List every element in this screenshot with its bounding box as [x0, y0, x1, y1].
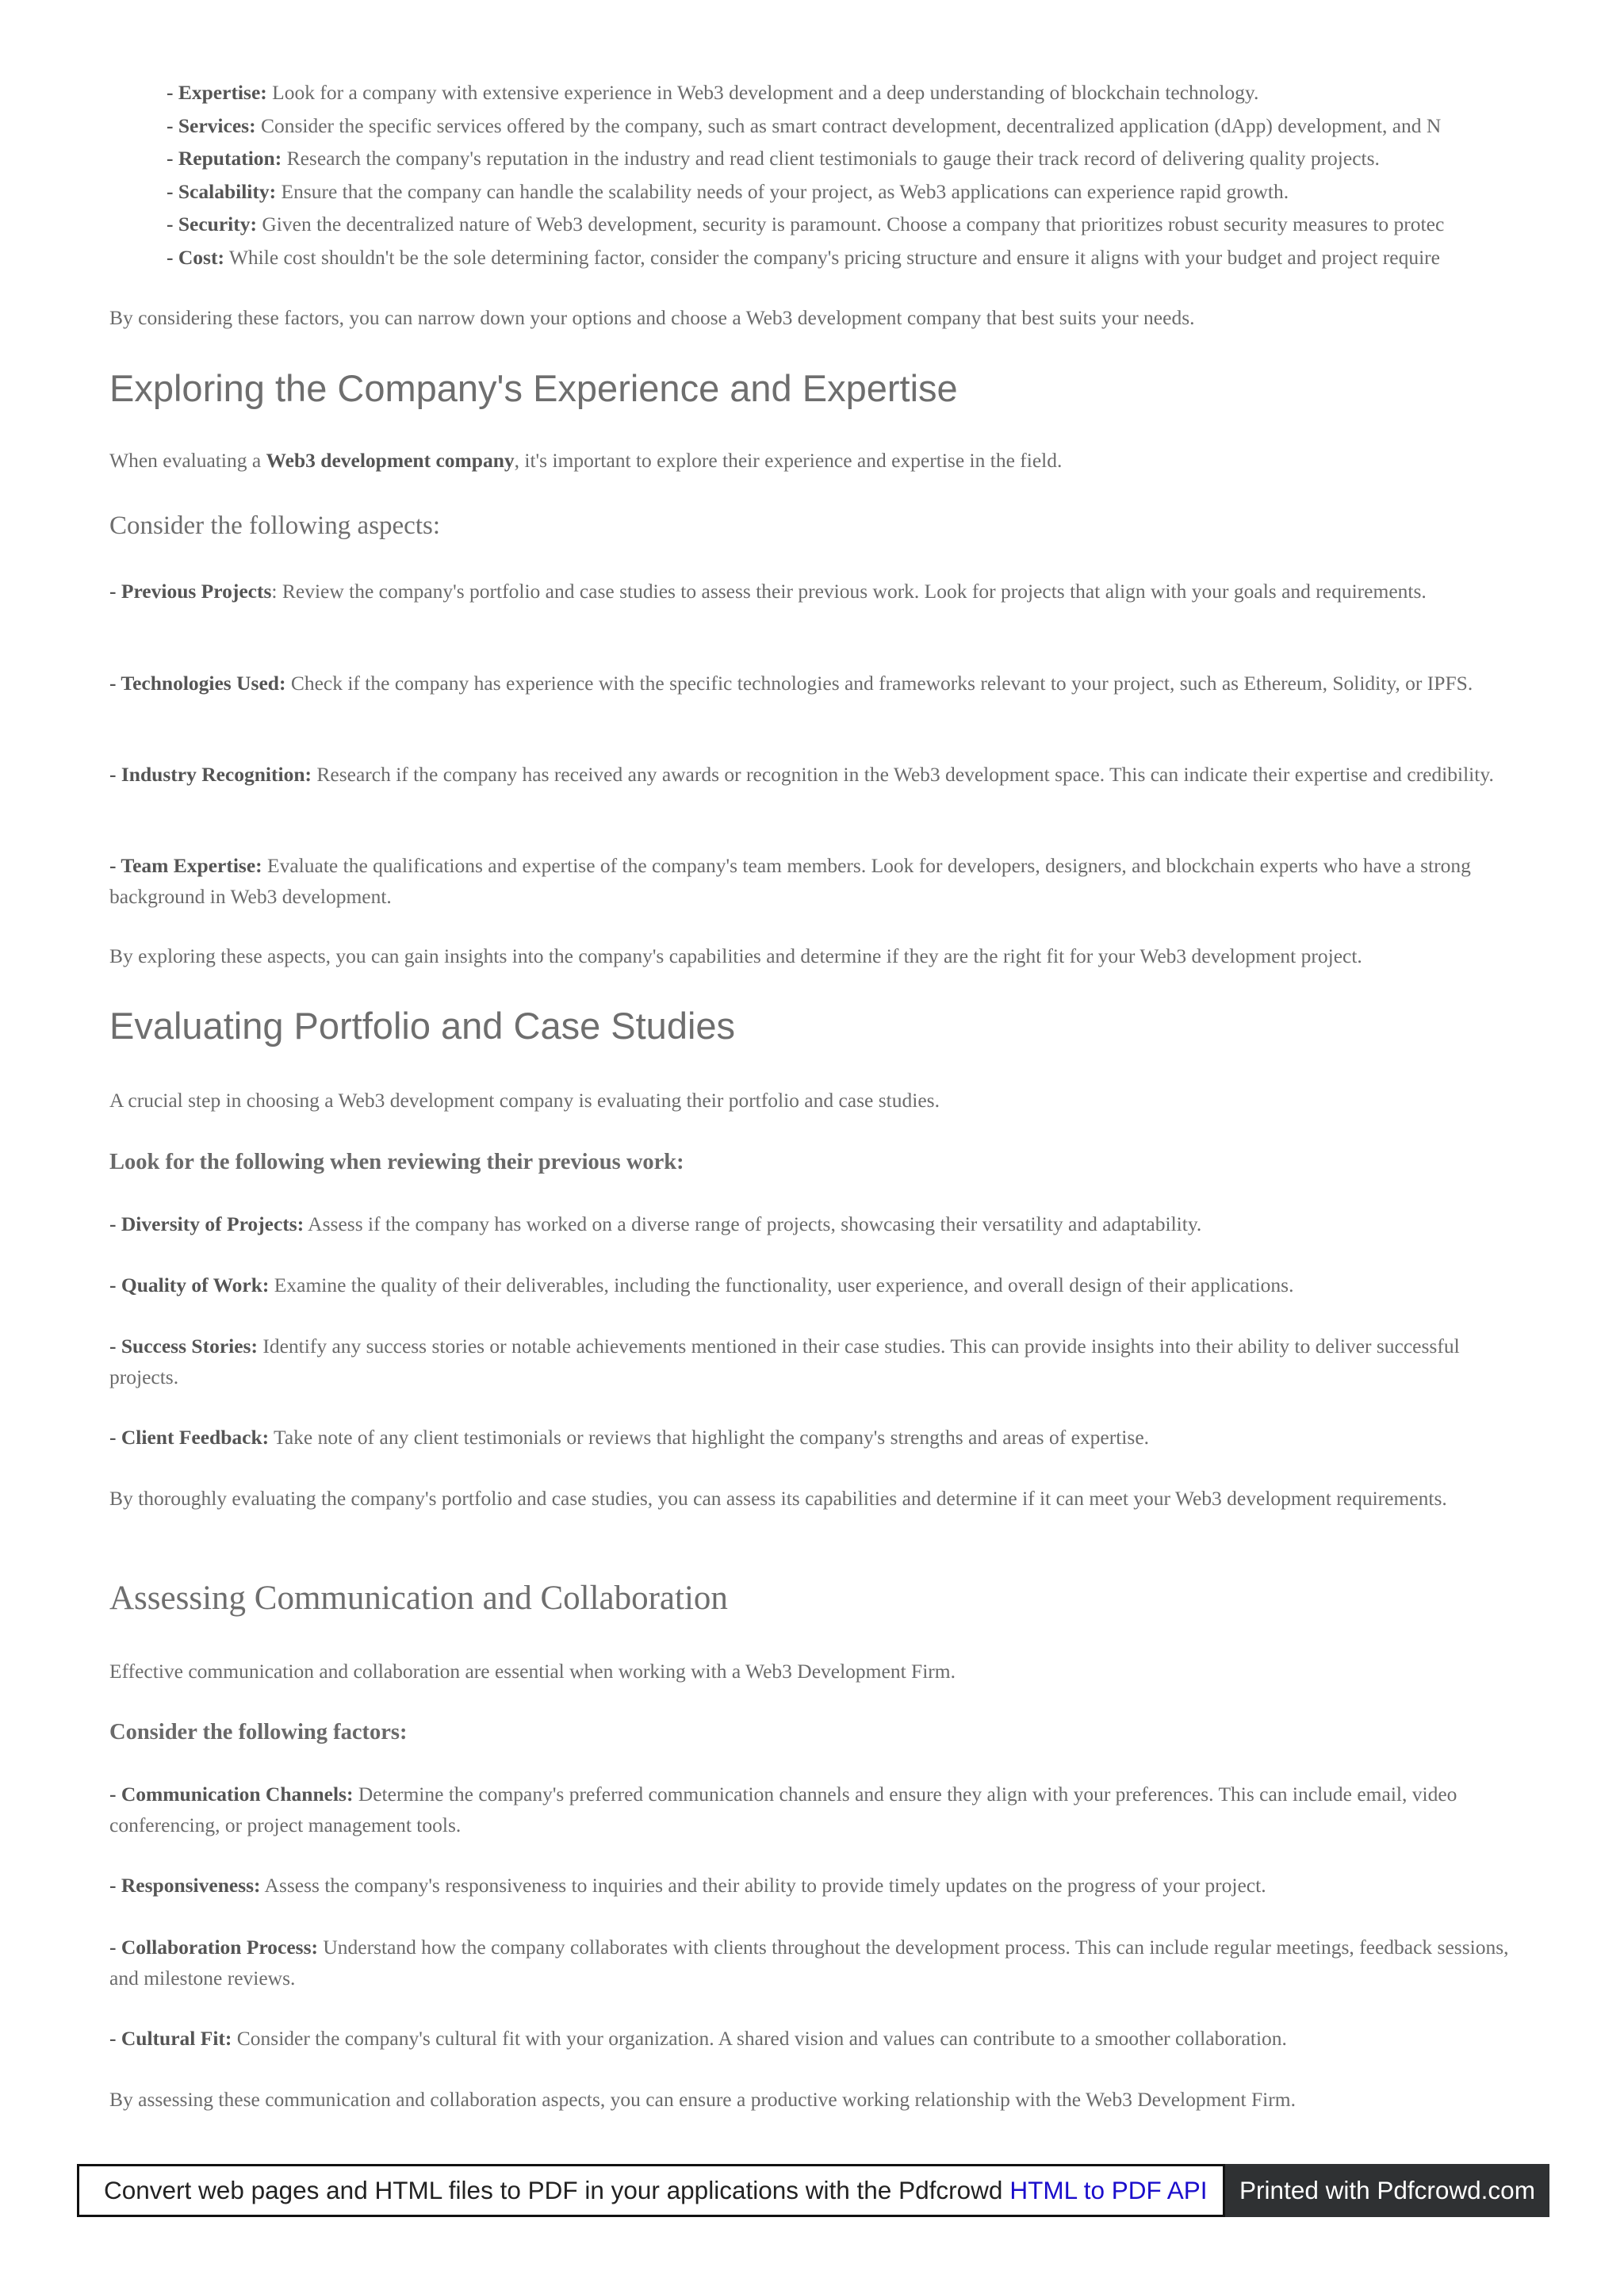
list-item-text: Look for a company with extensive experience in Web3 development and a deep understanding of blockchain technology. — [266, 81, 1259, 104]
portfolio-term: - Diversity of Projects: — [109, 1212, 304, 1235]
factor-term: - Cultural Fit: — [109, 2027, 232, 2050]
experience-conclusion: By exploring these aspects, you can gain insights into the company's capabilities and determine if they are the right fit for your Web3 development project. — [109, 944, 1362, 967]
section-heading-communication: Assessing Communication and Collaboration — [109, 1580, 728, 1617]
communication-subheading: Consider the following factors: — [109, 1720, 408, 1744]
list-item-term: - Scalability: — [167, 179, 277, 203]
factor-item: - Responsiveness: Assess the company's responsiveness to inquiries and their ability to provide timely updates on the progress of your project. — [109, 1874, 1266, 1897]
aspect-term: - Technologies Used: — [109, 672, 286, 695]
banner-text: Convert web pages and HTML files to PDF in your applications with the Pdfcrowd — [104, 2176, 1003, 2204]
list-item — [167, 109, 1562, 143]
portfolio-intro: A crucial step in choosing a Web3 development company is evaluating their portfolio and case studies. — [109, 1089, 940, 1112]
portfolio-term: - Client Feedback: — [109, 1426, 270, 1449]
portfolio-item: - Success Stories: Identify any success stories or notable achievements mentioned in their case studies. This can provide insights into their ability to deliver successful projects. — [109, 1335, 1460, 1388]
factor-item: - Communication Channels: Determine the company's preferred communication channels and ensure they align with your preferences. This can include email, video conferencing, or project management tools. — [109, 1783, 1457, 1836]
portfolio-conclusion: By thoroughly evaluating the company's portfolio and case studies, you can assess its capabilities and determine if it can meet your Web3 development requirements. — [109, 1487, 1447, 1510]
section-heading-experience: Exploring the Company's Experience and Expertise — [109, 367, 958, 409]
portfolio-term: - Success Stories: — [109, 1335, 258, 1358]
pdfcrowd-banner — [77, 2164, 1549, 2217]
list-item — [167, 76, 1562, 109]
list-item-term: - Reputation: — [167, 147, 282, 170]
printed-with-pdfcrowd-link[interactable]: Printed with Pdfcrowd.com — [1225, 2164, 1549, 2217]
experience-subheading: Consider the following aspects: — [109, 511, 441, 540]
aspect-item: - Team Expertise: Evaluate the qualifications and expertise of the company's team members. Look for developers, designers, and blockchain experts who have a strong background in Web3 development. — [109, 854, 1471, 908]
aspect-term: - Previous Projects — [109, 580, 272, 603]
factor-item: - Collaboration Process: Understand how the company collaborates with clients throughout the development process. This can include regular meetings, feedback sessions, and milestone reviews. — [109, 1936, 1509, 1990]
factors-conclusion: By considering these factors, you can narrow down your options and choose a Web3 development company that best suits your needs. — [109, 306, 1195, 329]
list-item-term: - Expertise: — [167, 81, 267, 104]
factor-term: - Collaboration Process: — [109, 1936, 318, 1959]
factors-list — [167, 76, 1562, 274]
aspect-item: - Previous Projects: Review the company's portfolio and case studies to assess their previous work. Look for projects that align with your goals and requirements. — [109, 580, 1427, 603]
factor-item: - Cultural Fit: Consider the company's cultural fit with your organization. A shared vision and values can contribute to a smoother collaboration. — [109, 2027, 1287, 2050]
portfolio-term: - Quality of Work: — [109, 1273, 270, 1296]
html-to-pdf-api-link[interactable]: HTML to PDF API — [1009, 2176, 1208, 2204]
list-item-text: Consider the specific services offered by the company, such as smart contract development, decentralized application (dApp) development, and N — [255, 113, 1442, 137]
aspect-term: - Team Expertise: — [109, 854, 262, 877]
portfolio-subheading: Look for the following when reviewing their previous work: — [109, 1150, 684, 1174]
list-item-text: While cost shouldn't be the sole determining factor, consider the company's pricing structure and ensure it aligns with your budget and project require — [224, 245, 1440, 269]
aspect-term: - Industry Recognition: — [109, 763, 312, 786]
list-item — [167, 142, 1562, 175]
list-item — [167, 175, 1562, 209]
list-item-term: - Security: — [167, 213, 258, 236]
list-item-term: - Cost: — [167, 245, 224, 269]
portfolio-item: - Client Feedback: Take note of any client testimonials or reviews that highlight the company's strengths and areas of expertise. — [109, 1426, 1150, 1449]
list-item-text: Ensure that the company can handle the scalability needs of your project, as Web3 applications can experience rapid growth. — [276, 179, 1289, 203]
list-item — [167, 208, 1562, 241]
aspect-item: - Industry Recognition: Research if the company has received any awards or recognition in the Web3 development space. This can indicate their expertise and credibility. — [109, 763, 1494, 786]
communication-conclusion: By assessing these communication and collaboration aspects, you can ensure a productive working relationship with the Web3 Development Firm. — [109, 2088, 1296, 2111]
banner-message — [77, 2164, 1225, 2217]
list-item-text: Research the company's reputation in the industry and read client testimonials to gauge their track record of delivering quality projects. — [282, 147, 1380, 170]
list-item — [167, 241, 1562, 274]
factor-term: - Communication Channels: — [109, 1783, 354, 1806]
list-item-term: - Services: — [167, 113, 256, 137]
aspect-item: - Technologies Used: Check if the company has experience with the specific technologies and frameworks relevant to your project, such as Ethereum, Solidity, or IPFS. — [109, 672, 1473, 695]
intro-emphasis: Web3 development company — [266, 449, 515, 472]
communication-intro: Effective communication and collaboration are essential when working with a Web3 Development Firm. — [109, 1660, 956, 1683]
portfolio-item: - Diversity of Projects: Assess if the company has worked on a diverse range of projects, showcasing their versatility and adaptability. — [109, 1212, 1202, 1235]
section-heading-portfolio: Evaluating Portfolio and Case Studies — [109, 1005, 736, 1047]
list-item-text: Given the decentralized nature of Web3 development, security is paramount. Choose a company that prioritizes robust security measures to protec — [257, 213, 1445, 236]
experience-intro: When evaluating a Web3 development company, it's important to explore their experience and expertise in the field. — [109, 449, 1063, 472]
factor-term: - Responsiveness: — [109, 1874, 261, 1897]
portfolio-item: - Quality of Work: Examine the quality of their deliverables, including the functionality, user experience, and overall design of their applications. — [109, 1273, 1294, 1296]
